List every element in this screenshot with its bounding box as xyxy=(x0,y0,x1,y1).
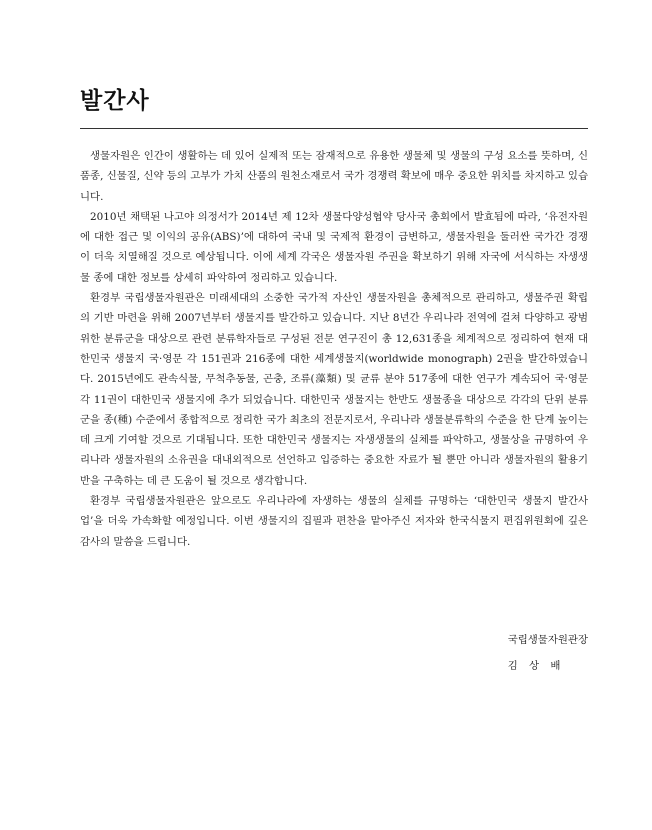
paragraph-1: 생물자원은 인간이 생활하는 데 있어 실제적 또는 잠재적으로 유용한 생물체 및 생물의 구성 요소를 뜻하며, 신품종, 신물질, 신약 등의 고부가 가치 산품의 원천소재로서 국가 경쟁력 확보에 매우 중요한 위치를 차지하고 있습니다. xyxy=(80,150,588,203)
title-divider xyxy=(80,128,588,129)
signature-block xyxy=(508,627,588,679)
page-title: 발간사 xyxy=(80,88,150,114)
signature-name: 김 상 배 xyxy=(507,660,565,672)
signature-position: 국립생물자원관장 xyxy=(507,634,588,646)
preface-body xyxy=(80,146,588,552)
paragraph-3: 환경부 국립생물자원관은 미래세대의 소중한 국가적 자산인 생물자원을 총체적으로 관리하고, 생물주권 확립의 기반 마련을 위해 2007년부터 생물지를 발간하고 있습니다. 지난 8년간 우리나라 전역에 걸쳐 다양하고 광범위한 분류군을 대상으로 관련 분류학자들로 구성된 전문 연구진이 총 12,631종을 체계적으로 정리하여 현재 대한민국 생물지 국·영문 각 151권과 216종에 대한 세계생물지(worldwide monograph) 2권을 발간하였습니다. 2015년에도 관속식물, 무척추동물, 곤충, 조류(藻類) 및 균류 분야 517종에 대한 연구가 계속되어 국·영문 각 11권이 대한민국 생물지에 추가 되었습니다. 대한민국 생물지는 한반도 생물종을 대상으로 각각의 단위 분류군을 종(種) 수준에서 종합적으로 정리한 국가 최초의 전문지로서, 우리나라 생물분류학의 수준을 한 단계 높이는 데 크게 기여할 것으로 기대됩니다. 또한 대한민국 생물지는 자생생물의 실체를 파악하고, 생물상을 규명하여 우리나라 생물자원의 소유권을 대내외적으로 선언하고 입증하는 중요한 자료가 될 뿐만 아니라 생물자원의 활용기반을 구축하는 데 큰 도움이 될 것으로 생각합니다. xyxy=(80,292,588,487)
paragraph-2: 2010년 채택된 나고야 의정서가 2014년 제 12차 생물다양성협약 당사국 총회에서 발효됨에 따라, ‘유전자원에 대한 접근 및 이익의 공유(ABS)’에 대하여 국내 및 국제적 환경이 급변하고, 생물자원을 둘러싼 국가간 경쟁이 더욱 치열해질 것으로 예상됩니다. 이에 세계 각국은 생물자원 주권을 확보하기 위해 자국에 서식하는 자생생물 종에 대한 정보를 상세히 파악하여 정리하고 있습니다. xyxy=(80,210,588,284)
paragraph-4: 환경부 국립생물자원관은 앞으로도 우리나라에 자생하는 생물의 실체를 규명하는 ‘대한민국 생물지 발간사업’을 더욱 가속화할 예정입니다. 이번 생물지의 집필과 편찬을 맡아주신 저자와 한국식물지 편집위원회에 깊은 감사의 말씀을 드립니다. xyxy=(80,495,588,548)
